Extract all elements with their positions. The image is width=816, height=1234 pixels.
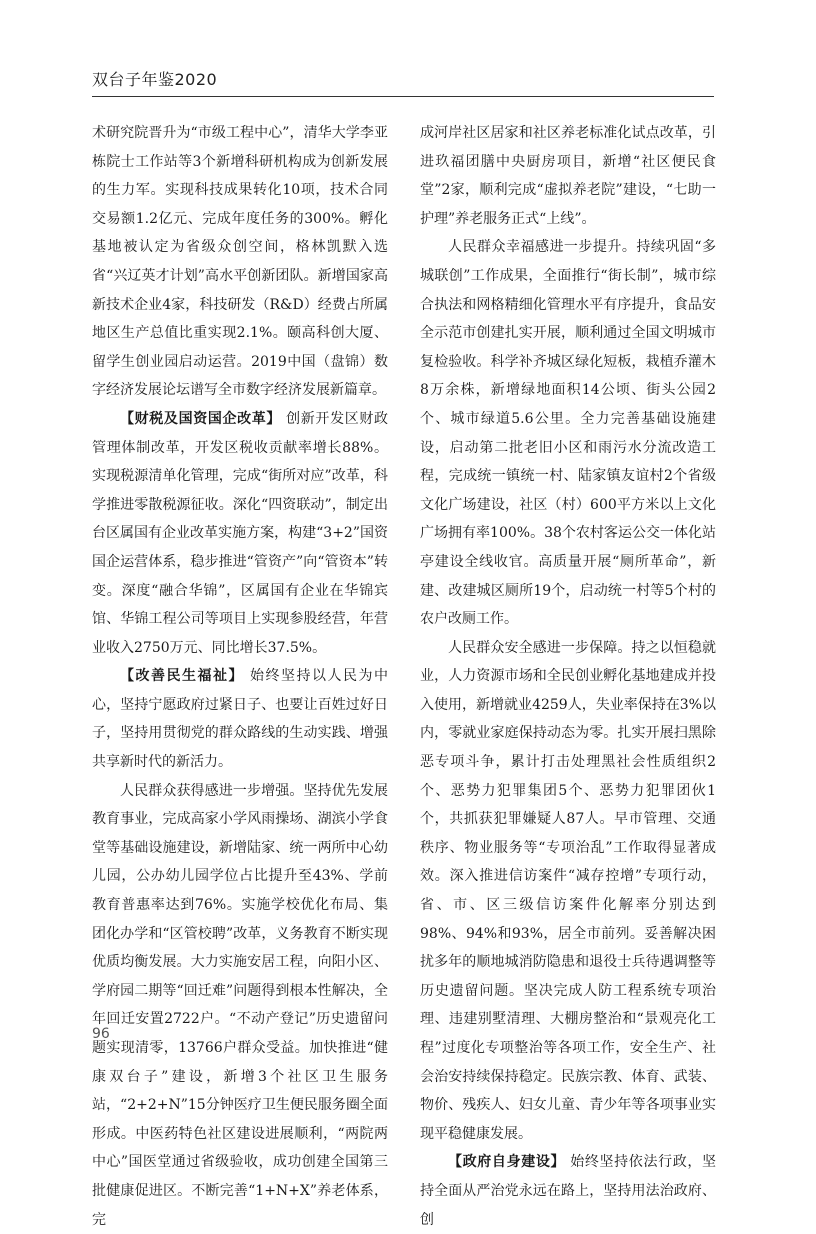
paragraph-text: 人民群众获得感进一步增强。坚持优先发展教育事业，完成高家小学风雨操场、湖滨小学食堂等基础设施建设，新增陆家、统一两所中心幼儿园，公办幼儿园学位占比提升至43%、学前教育普惠率达到76%。实施学校优化布局、集团化办学和“区管校聘”改革，义务教育不断实现优质均衡发展。大力实施安居工程，向阳小区、学府园二期等“回迁难”问题得到根本性解决，全年回迁安置2722户。“不动产登记”历史遗留问题实现清零，13766户群众受益。加快推进“健康双台子”建设，新增3个社区卫生服务站，“2+2+N”15分钟医疗卫生便民服务圈全面形成。中医药特色社区建设进展顺利，“两院两中心”国医堂通过省级验收，成功创建全国第三批健康促进区。不断完善“1+N+X”养老体系，完 bbox=[92, 782, 388, 1228]
paragraph bbox=[420, 1148, 716, 1234]
right-text-column bbox=[420, 119, 716, 1234]
section-heading: 【改善民生福祉】 bbox=[120, 668, 245, 685]
paragraph-text: 术研究院晋升为“市级工程中心”，清华大学李亚栋院士工作站等3个新增科研机构成为创新发展的生力军。实现科技成果转化10项，技术合同交易额1.2亿元、完成年度任务的300%。孵化基地被认定为省级众创空间，格林凯默入选省“兴辽英才计划”高水平创新团队。新增国家高新技术企业4家，科技研发（R&D）经费占所属地区生产总值比重实现2.1%。颐高科创大厦、留学生创业园启动运营。2019中国（盘锦）数字经济发展论坛谱写全市数字经济发展新篇章。 bbox=[92, 125, 388, 399]
section-heading: 【财税及国资国企改革】 bbox=[120, 410, 282, 427]
paragraph-text: 创新开发区财政管理体制改革，开发区税收贡献率增长88%。实现税源清单化管理，完成“街所对应”改革，科学推进零散税源征收。深化“四资联动”，制定出台区属国有企业改革实施方案，构建“3+2”国资国企运营体系，稳步推进“管资产”向“管资本”转变。深度“融合华锦”，区属国有企业在华锦宾馆、华锦工程公司等项目上实现参股经营，年营业收入2750万元、同比增长37.5%。 bbox=[92, 410, 389, 656]
paragraph-text: 始终坚持依法行政，坚持全面从严治党永远在路上，坚持用法治政府、创 bbox=[420, 1154, 717, 1228]
paragraph-text: 人民群众幸福感进一步提升。持续巩固“多城联创”工作成果，全面推行“街长制”，城市综合执法和网格精细化管理水平有序提升，食品安全示范市创建扎实开展，顺利通过全国文明城市复检验收。科学补齐城区绿化短板，栽植乔灌木8万余株，新增绿地面积14公顷、街头公园2个、城市绿道5.6公里。全力完善基础设施建设，启动第二批老旧小区和雨污水分流改造工程，完成统一镇统一村、陆家镇友谊村2个省级文化广场建设，社区（村）600平方米以上文化广场拥有率100%。38个农村客运公交一体化站亭建设全线收官。高质量开展“厕所革命”，新建、改建城区厕所19个，启动统一村等5个村的农户改厕工作。 bbox=[420, 239, 716, 628]
page-number: 96 bbox=[92, 1026, 110, 1042]
paragraph-text: 人民群众安全感进一步保障。持之以恒稳就业，人力资源市场和全民创业孵化基地建成并投入使用，新增就业4259人，失业率保持在3%以内，零就业家庭保持动态为零。扎实开展扫黑除恶专项斗争，累计打击处理黑社会性质组织2个、恶势力犯罪集团5个、恶势力犯罪团伙1个，共抓获犯罪嫌疑人87人。早市管理、交通秩序、物业服务等“专项治乱”工作取得显著成效。深入推进信访案件“减存控增”专项行动，省、市、区三级信访案件化解率分别达到98%、94%和93%，居全市前列。妥善解决困扰多年的顺地城消防隐患和退役士兵待遇调整等历史遗留问题。坚决完成人防工程系统专项治理、违建别墅清理、大棚房整治和“景观亮化工程”过度化专项整治等各项工作，安全生产、社会治安持续保持稳定。民族宗教、体育、武装、物价、残疾人、妇女儿童、青少年等各项事业实现平稳健康发展。 bbox=[420, 639, 716, 1142]
paragraph bbox=[420, 119, 716, 233]
paragraph bbox=[92, 662, 388, 776]
paragraph bbox=[92, 777, 388, 1234]
header-divider bbox=[92, 96, 714, 97]
yearbook-header-title: 双台子年鉴2020 bbox=[92, 70, 218, 89]
paragraph bbox=[420, 233, 716, 633]
section-heading: 【政府自身建设】 bbox=[448, 1154, 566, 1171]
paragraph-text: 成河岸社区居家和社区养老标准化试点改革，引进玖福团膳中央厨房项目，新增“社区便民食堂”2家，顺利完成“虚拟养老院”建设，“七助一护理”养老服务正式“上线”。 bbox=[420, 125, 716, 227]
left-text-column bbox=[92, 119, 388, 1234]
paragraph-text: 始终坚持以人民为中心，坚持宁愿政府过紧日子、也要让百姓过好日子，坚持用贯彻党的群众路线的生动实践、增强共享新时代的新活力。 bbox=[92, 668, 389, 771]
paragraph bbox=[92, 405, 388, 662]
paragraph bbox=[92, 119, 388, 405]
paragraph bbox=[420, 634, 716, 1149]
